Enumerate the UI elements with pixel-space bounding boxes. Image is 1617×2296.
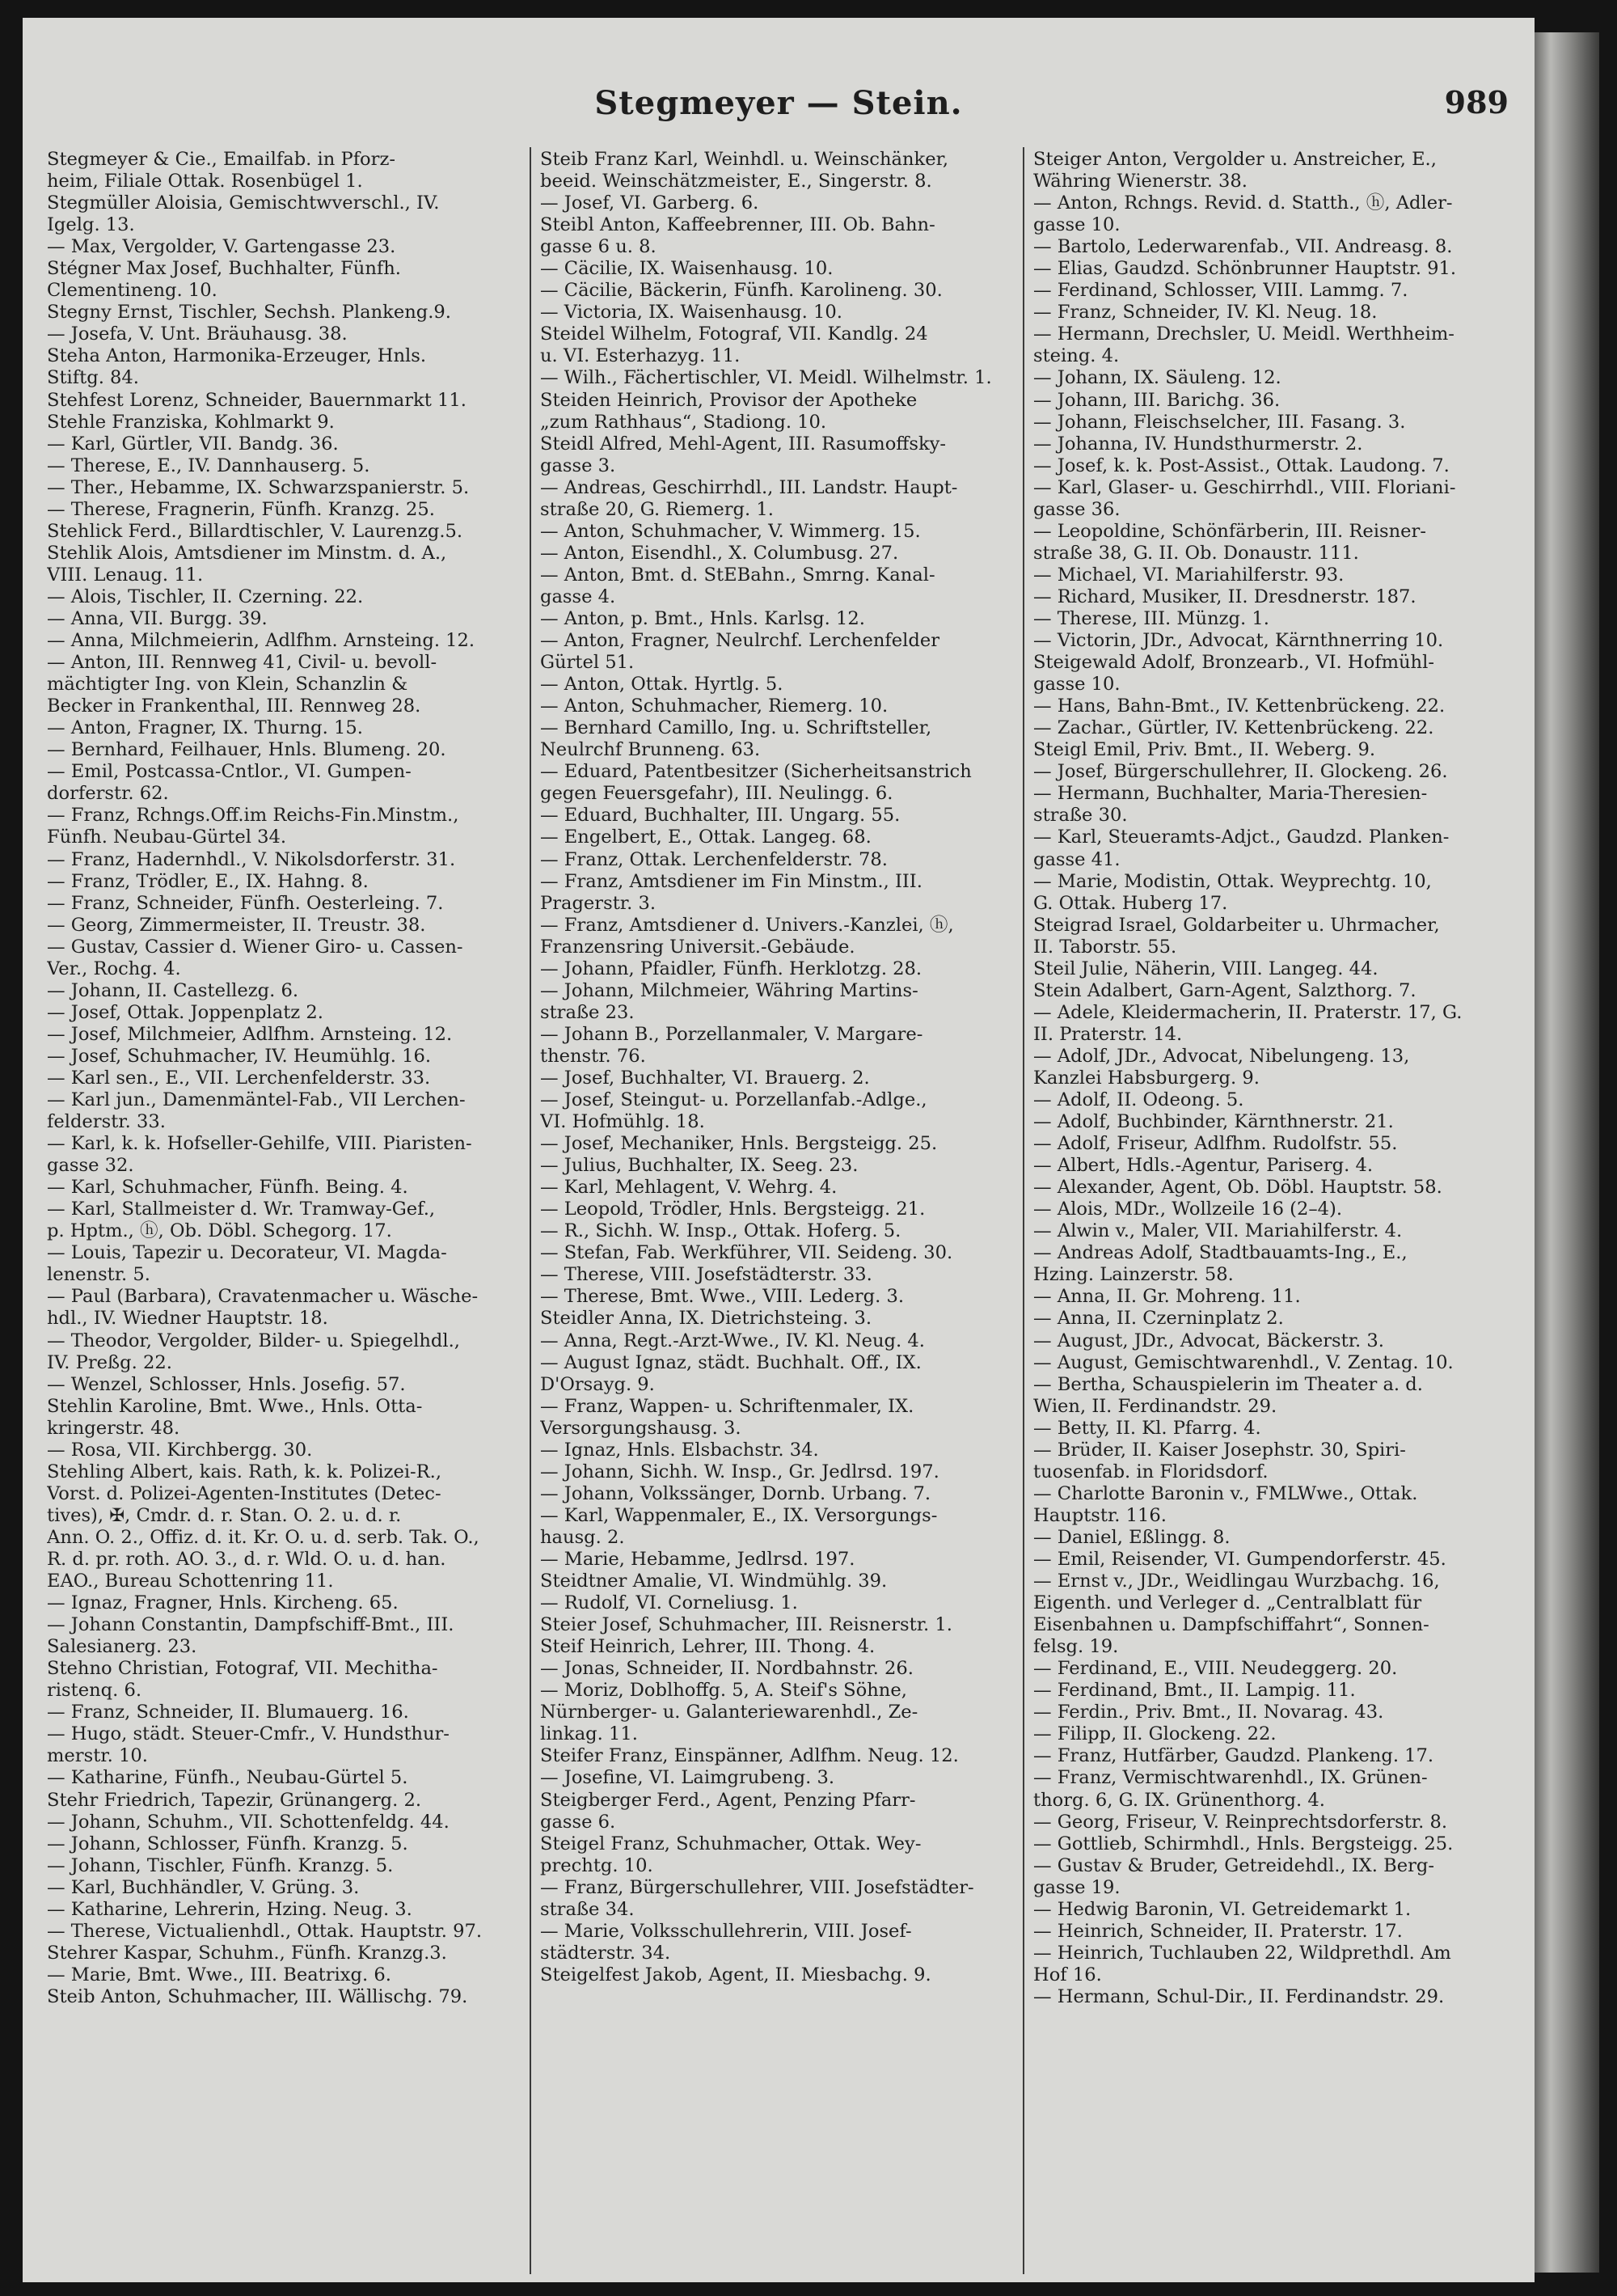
directory-line: — Karl, Glaser- u. Geschirrhdl., VIII. Floriani- — [1033, 476, 1456, 498]
directory-line: — Anna, Milchmeierin, Adlfhm. Arnsteing. 12. — [47, 630, 475, 652]
directory-line: Vorst. d. Polizei-Agenten-Institutes (Detec- — [47, 1482, 441, 1504]
directory-line: gasse 10. — [1033, 674, 1121, 696]
directory-line: Stehlick Ferd., Billardtischler, V. Laurenzg.5. — [47, 520, 463, 542]
directory-line: Stegmeyer & Cie., Emailfab. in Pforz- — [47, 149, 395, 170]
directory-line: — Therese, Victualienhdl., Ottak. Hauptstr. 97. — [47, 1920, 483, 1942]
directory-line: gasse 6 u. 8. — [540, 236, 657, 258]
directory-line: Steidtner Amalie, VI. Windmühlg. 39. — [540, 1571, 888, 1592]
directory-line: — Josef, Buchhalter, VI. Brauerg. 2. — [540, 1067, 870, 1089]
directory-line: — Anton, Rchngs. Revid. d. Statth., ⓗ, Adler- — [1033, 192, 1453, 214]
directory-line: — August Ignaz, städt. Buchhalt. Off., IX. — [540, 1351, 922, 1373]
directory-line: — Adolf, II. Odeong. 5. — [1033, 1089, 1244, 1111]
directory-line: Stehr Friedrich, Tapezir, Grünangerg. 2. — [47, 1789, 422, 1811]
directory-line: — Hugo, städt. Steuer-Cmfr., V. Hundsthur- — [47, 1723, 450, 1745]
directory-line: merstr. 10. — [47, 1745, 148, 1767]
directory-line: — Alexander, Agent, Ob. Döbl. Hauptstr. 58. — [1033, 1177, 1442, 1199]
directory-line: — Josef, VI. Garberg. 6. — [540, 192, 759, 214]
directory-line: hdl., IV. Wiedner Hauptstr. 18. — [47, 1308, 328, 1330]
directory-line: — Alois, Tischler, II. Czerning. 22. — [47, 586, 364, 607]
directory-line: — Adolf, Friseur, Adlfhm. Rudolfstr. 55. — [1033, 1133, 1398, 1155]
directory-line: — Rudolf, VI. Corneliusg. 1. — [540, 1592, 798, 1614]
directory-line: IV. Preßg. 22. — [47, 1351, 172, 1373]
directory-line: — Anna, VII. Burgg. 39. — [47, 607, 268, 629]
directory-line: — Anton, Bmt. d. StEBahn., Smrng. Kanal- — [540, 564, 935, 586]
directory-line: p. Hptm., ⓗ, Ob. Döbl. Schegorg. 17. — [47, 1220, 392, 1242]
directory-line: Stehlik Alois, Amtsdiener im Minstm. d. A., — [47, 542, 447, 564]
directory-line: — Ignaz, Hnls. Elsbachstr. 34. — [540, 1439, 819, 1461]
directory-line: thorg. 6, G. IX. Grünenthorg. 4. — [1033, 1789, 1325, 1811]
directory-line: Steiger Anton, Vergolder u. Anstreicher, E., — [1033, 149, 1437, 170]
directory-line: Steigel Franz, Schuhmacher, Ottak. Wey- — [540, 1833, 922, 1854]
directory-line: — Marie, Modistin, Ottak. Weyprechtg. 10, — [1033, 870, 1432, 892]
directory-line: — Anton, III. Rennweg 41, Civil- u. bevoll- — [47, 652, 437, 674]
directory-line: — August, JDr., Advocat, Bäckerstr. 3. — [1033, 1330, 1384, 1351]
directory-line: — Franz, Amtsdiener im Fin Minstm., III. — [540, 870, 922, 892]
directory-line: — Josef, Bürgerschullehrer, II. Glockeng. 26. — [1033, 761, 1448, 783]
directory-line: — Theodor, Vergolder, Bilder- u. Spiegelhdl., — [47, 1330, 460, 1351]
directory-line: Franzensring Universit.-Gebäude. — [540, 936, 855, 958]
directory-line: dorferstr. 62. — [47, 783, 169, 805]
directory-line: — Michael, VI. Mariahilferstr. 93. — [1033, 564, 1345, 586]
directory-line: — Anton, p. Bmt., Hnls. Karlsg. 12. — [540, 607, 865, 629]
directory-line: heim, Filiale Ottak. Rosenbügel 1. — [47, 171, 363, 192]
directory-line: — Anna, II. Gr. Mohreng. 11. — [1033, 1286, 1301, 1308]
directory-line: — Heinrich, Tuchlauben 22, Wildprethdl. Am — [1033, 1942, 1451, 1964]
directory-line: — Karl, Wappenmaler, E., IX. Versorgungs- — [540, 1504, 938, 1526]
directory-line: — August, Gemischtwarenhdl., V. Zentag. 10. — [1033, 1351, 1454, 1373]
directory-line: — Josef, Steingut- u. Porzellanfab.-Adlge., — [540, 1089, 927, 1111]
directory-line: thenstr. 76. — [540, 1045, 646, 1067]
directory-line: Steigelfest Jakob, Agent, II. Miesbachg. 9. — [540, 1964, 931, 1985]
directory-line: — Elias, Gaudzd. Schönbrunner Hauptstr. 91. — [1033, 258, 1457, 280]
directory-line: Stehlin Karoline, Bmt. Wwe., Hnls. Otta- — [47, 1395, 423, 1417]
directory-line: Stehfest Lorenz, Schneider, Bauernmarkt 11. — [47, 389, 467, 411]
directory-line: — Josefa, V. Unt. Bräuhausg. 38. — [47, 323, 348, 345]
directory-line: — Anna, Regt.-Arzt-Wwe., IV. Kl. Neug. 4. — [540, 1330, 925, 1351]
directory-line: — Karl, Stallmeister d. Wr. Tramway-Gef., — [47, 1199, 436, 1220]
directory-line: Neulrchf Brunneng. 63. — [540, 739, 761, 761]
directory-line: — Marie, Volksschullehrerin, VIII. Josef- — [540, 1920, 912, 1942]
directory-line: — Johann, Pfaidler, Fünfh. Herklotzg. 28. — [540, 958, 922, 979]
directory-line: Stehle Franziska, Kohlmarkt 9. — [47, 411, 335, 433]
directory-line: — Bartolo, Lederwarenfab., VII. Andreasg. 8. — [1033, 236, 1453, 258]
directory-line: gasse 3. — [540, 455, 616, 476]
directory-line: städterstr. 34. — [540, 1942, 671, 1964]
directory-line: — Josef, k. k. Post-Assist., Ottak. Laudong. 7. — [1033, 455, 1450, 476]
directory-line: — Moriz, Doblhoffg. 5, A. Steif's Söhne, — [540, 1680, 907, 1702]
directory-line: straße 20, G. Riemerg. 1. — [540, 498, 774, 520]
directory-line: gasse 19. — [1033, 1876, 1121, 1898]
directory-line: Gürtel 51. — [540, 652, 635, 674]
directory-line: — Karl, k. k. Hofseller-Gehilfe, VIII. Piaristen- — [47, 1133, 472, 1155]
directory-line: — Karl, Mehlagent, V. Wehrg. 4. — [540, 1177, 838, 1199]
directory-line: — Josef, Ottak. Joppenplatz 2. — [47, 1001, 323, 1023]
directory-line: — Heinrich, Schneider, II. Praterstr. 17. — [1033, 1920, 1403, 1942]
directory-line: Steigl Emil, Priv. Bmt., II. Weberg. 9. — [1033, 739, 1376, 761]
directory-line: Wien, II. Ferdinandstr. 29. — [1033, 1395, 1277, 1417]
directory-line: — Franz, Trödler, E., IX. Hahng. 8. — [47, 870, 369, 892]
directory-line: gasse 10. — [1033, 214, 1121, 236]
directory-line: — Rosa, VII. Kirchbergg. 30. — [47, 1439, 313, 1461]
directory-line: — Bernhard, Feilhauer, Hnls. Blumeng. 20. — [47, 739, 446, 761]
directory-line: felsg. 19. — [1033, 1636, 1119, 1658]
directory-line: — Zachar., Gürtler, IV. Kettenbrückeng. 22. — [1033, 717, 1434, 739]
directory-line: — Franz, Bürgerschullehrer, VIII. Josefstädter- — [540, 1876, 974, 1898]
directory-line: — Franz, Schneider, II. Blumauerg. 16. — [47, 1702, 409, 1723]
directory-line: — Anton, Fragner, Neulrchf. Lerchenfelder — [540, 630, 939, 652]
directory-line: — Marie, Bmt. Wwe., III. Beatrixg. 6. — [47, 1964, 391, 1985]
directory-line: Ann. O. 2., Offiz. d. it. Kr. O. u. d. serb. Tak. O., — [47, 1526, 479, 1548]
directory-line: Stégner Max Josef, Buchhalter, Fünfh. — [47, 258, 401, 280]
directory-line: — Franz, Ottak. Lerchenfelderstr. 78. — [540, 848, 888, 870]
directory-line: — Engelbert, E., Ottak. Langeg. 68. — [540, 827, 872, 848]
directory-line: straße 38, G. II. Ob. Donaustr. 111. — [1033, 542, 1359, 564]
directory-line: gegen Feuersgefahr), III. Neulingg. 6. — [540, 783, 893, 805]
directory-line: — Georg, Friseur, V. Reinprechtsdorferstr. 8. — [1033, 1811, 1448, 1833]
directory-line: — Hedwig Baronin, VI. Getreidemarkt 1. — [1033, 1898, 1412, 1920]
directory-line: VI. Hofmühlg. 18. — [540, 1111, 705, 1133]
directory-line: Stein Adalbert, Garn-Agent, Salzthorg. 7. — [1033, 979, 1416, 1001]
directory-line: gasse 41. — [1033, 848, 1121, 870]
directory-line: straße 23. — [540, 1001, 635, 1023]
directory-line: — Ferdinand, Bmt., II. Lampig. 11. — [1033, 1680, 1356, 1702]
directory-line: — Charlotte Baronin v., FMLWwe., Ottak. — [1033, 1482, 1418, 1504]
directory-line: Ver., Rochg. 4. — [47, 958, 181, 979]
directory-line: — Franz, Hutfärber, Gaudzd. Plankeng. 17. — [1033, 1745, 1434, 1767]
directory-line: — Filipp, II. Glockeng. 22. — [1033, 1723, 1277, 1745]
directory-line: Fünfh. Neubau-Gürtel 34. — [47, 827, 287, 848]
directory-line: — Johann B., Porzellanmaler, V. Margare- — [540, 1023, 923, 1045]
directory-line: G. Ottak. Huberg 17. — [1033, 892, 1228, 914]
directory-line: Nürnberger- u. Galanteriewarenhdl., Ze- — [540, 1702, 918, 1723]
directory-line: — Victoria, IX. Waisenhausg. 10. — [540, 302, 842, 323]
directory-line: — Karl, Schuhmacher, Fünfh. Being. 4. — [47, 1177, 408, 1199]
directory-line: — Gottlieb, Schirmhdl., Hnls. Bergsteigg. 25. — [1033, 1833, 1454, 1854]
directory-line: gasse 32. — [47, 1155, 134, 1177]
directory-line: — Johann, Schuhm., VII. Schottenfeldg. 44. — [47, 1811, 450, 1833]
directory-line: lenenstr. 5. — [47, 1264, 150, 1286]
directory-line: — Hermann, Schul-Dir., II. Ferdinandstr. 29. — [1033, 1985, 1445, 2007]
directory-line: Steidler Anna, IX. Dietrichsteing. 3. — [540, 1308, 872, 1330]
directory-line: Steib Anton, Schuhmacher, III. Wällischg. 79. — [47, 1985, 468, 2007]
directory-line: — Albert, Hdls.-Agentur, Pariserg. 4. — [1033, 1155, 1374, 1177]
directory-line: — Therese, Fragnerin, Fünfh. Kranzg. 25. — [47, 498, 435, 520]
directory-line: Steigrad Israel, Goldarbeiter u. Uhrmacher, — [1033, 914, 1440, 936]
directory-line: Hauptstr. 116. — [1033, 1504, 1167, 1526]
directory-line: Hof 16. — [1033, 1964, 1102, 1985]
directory-line: Eisenbahnen u. Dampfschiffahrt“, Sonnen- — [1033, 1614, 1429, 1636]
directory-line: Versorgungshausg. 3. — [540, 1417, 741, 1439]
directory-line: straße 34. — [540, 1898, 635, 1920]
directory-line: R. d. pr. roth. AO. 3., d. r. Wld. O. u. d. han. — [47, 1549, 446, 1570]
directory-line: — Eduard, Patentbesitzer (Sicherheitsanstrich — [540, 761, 972, 783]
directory-line: — Johann, IX. Säuleng. 12. — [1033, 367, 1281, 389]
directory-line: — Josef, Milchmeier, Adlfhm. Arnsteing. 12. — [47, 1023, 453, 1045]
directory-line: prechtg. 10. — [540, 1854, 653, 1876]
directory-line: — Josefine, VI. Laimgrubeng. 3. — [540, 1767, 835, 1789]
directory-line: — Paul (Barbara), Cravatenmacher u. Wäsche- — [47, 1286, 479, 1308]
directory-line: — Wilh., Fächertischler, VI. Meidl. Wilhelmstr. 1. — [540, 367, 992, 389]
directory-line: — Johann, Schlosser, Fünfh. Kranzg. 5. — [47, 1833, 408, 1854]
directory-line: EAO., Bureau Schottenring 11. — [47, 1571, 334, 1592]
directory-line: Stehrer Kaspar, Schuhm., Fünfh. Kranzg.3. — [47, 1942, 447, 1964]
directory-line: — Karl, Buchhändler, V. Grüng. 3. — [47, 1876, 360, 1898]
directory-line: — Karl sen., E., VII. Lerchenfelderstr. 33. — [47, 1067, 431, 1089]
directory-line: — Johann, Milchmeier, Währing Martins- — [540, 979, 918, 1001]
directory-line: — Anton, Schuhmacher, V. Wimmerg. 15. — [540, 520, 921, 542]
directory-line: u. VI. Esterhazyg. 11. — [540, 345, 741, 367]
directory-line: — Johann, Volkssänger, Dornb. Urbang. 7. — [540, 1482, 931, 1504]
directory-line: Eigenth. und Verleger d. „Centralblatt für — [1033, 1592, 1422, 1614]
directory-line: — Andreas, Geschirrhdl., III. Landstr. Haupt- — [540, 476, 958, 498]
directory-line: — Anton, Schuhmacher, Riemerg. 10. — [540, 696, 889, 717]
directory-line: hausg. 2. — [540, 1526, 625, 1548]
directory-line: — Therese, VIII. Josefstädterstr. 33. — [540, 1264, 872, 1286]
directory-line: — Hermann, Drechsler, U. Meidl. Werthheim- — [1033, 323, 1454, 345]
directory-line: Steil Julie, Näherin, VIII. Langeg. 44. — [1033, 958, 1378, 979]
directory-page — [23, 18, 1535, 2282]
directory-line: — R., Sichh. W. Insp., Ottak. Hoferg. 5. — [540, 1220, 901, 1242]
directory-line: — Leopoldine, Schönfärberin, III. Reisner- — [1033, 520, 1426, 542]
directory-line: VIII. Lenaug. 11. — [47, 564, 204, 586]
directory-line: Stiftg. 84. — [47, 367, 139, 389]
directory-line: felderstr. 33. — [47, 1111, 166, 1133]
directory-line: kringerstr. 48. — [47, 1417, 180, 1439]
directory-line: Steier Josef, Schuhmacher, III. Reisnerstr. 1. — [540, 1614, 952, 1636]
directory-line: mächtigter Ing. von Klein, Schanzlin & — [47, 674, 408, 696]
directory-line: — Bertha, Schauspielerin im Theater a. d. — [1033, 1373, 1423, 1395]
directory-line: — Karl, Steueramts-Adjct., Gaudzd. Planken- — [1033, 827, 1450, 848]
directory-line: Clementineng. 10. — [47, 280, 217, 302]
directory-line: — Andreas Adolf, Stadtbauamts-Ing., E., — [1033, 1242, 1408, 1264]
directory-line: — Adolf, JDr., Advocat, Nibelungeng. 13, — [1033, 1045, 1410, 1067]
directory-line: — Johann, Fleischselcher, III. Fasang. 3. — [1033, 411, 1406, 433]
directory-line: gasse 4. — [540, 586, 616, 607]
directory-line: — Johanna, IV. Hundsthurmerstr. 2. — [1033, 433, 1363, 455]
directory-line: — Alois, MDr., Wollzeile 16 (2–4). — [1033, 1199, 1343, 1220]
directory-line: — Alwin v., Maler, VII. Mariahilferstr. 4. — [1033, 1220, 1403, 1242]
directory-line: Steif Heinrich, Lehrer, III. Thong. 4. — [540, 1636, 876, 1658]
directory-line: — Bernhard Camillo, Ing. u. Schriftsteller, — [540, 717, 932, 739]
directory-line: „zum Rathhaus“, Stadiong. 10. — [540, 411, 827, 433]
directory-line: linkag. 11. — [540, 1723, 638, 1745]
directory-line: — Cäcilie, Bäckerin, Fünfh. Karolineng. 30. — [540, 280, 943, 302]
directory-line: — Ernst v., JDr., Weidlingau Wurzbachg. 16, — [1033, 1571, 1440, 1592]
directory-line: — Ferdin., Priv. Bmt., II. Novarag. 43. — [1033, 1702, 1384, 1723]
directory-line: — Franz, Wappen- u. Schriftenmaler, IX. — [540, 1395, 914, 1417]
directory-line: — Adele, Kleidermacherin, II. Praterstr. 17, G. — [1033, 1001, 1463, 1023]
directory-line: — Ferdinand, Schlosser, VIII. Lammg. 7. — [1033, 280, 1408, 302]
directory-column-1 — [47, 149, 524, 2008]
directory-line: — Victorin, JDr., Advocat, Kärnthnerring 10. — [1033, 630, 1444, 652]
directory-line: — Georg, Zimmermeister, II. Treustr. 38. — [47, 914, 426, 936]
page-title: Stegmeyer — Stein. — [594, 84, 963, 122]
directory-line: — Franz, Vermischtwarenhdl., IX. Grünen- — [1033, 1767, 1428, 1789]
directory-line: Hzing. Lainzerstr. 58. — [1033, 1264, 1234, 1286]
page-number: 989 — [1444, 84, 1509, 121]
directory-line: — Stefan, Fab. Werkführer, VII. Seideng. 30. — [540, 1242, 953, 1264]
directory-column-2 — [540, 149, 1017, 1986]
directory-line: — Emil, Reisender, VI. Gumpendorferstr. 45. — [1033, 1549, 1446, 1570]
directory-line: — Daniel, Eßlingg. 8. — [1033, 1526, 1231, 1548]
column-divider — [530, 147, 531, 2274]
directory-line: — Katharine, Fünfh., Neubau-Gürtel 5. — [47, 1767, 408, 1789]
directory-line: — Gustav & Bruder, Getreidehdl., IX. Berg- — [1033, 1854, 1434, 1876]
directory-line: — Johann, III. Barichg. 36. — [1033, 389, 1281, 411]
directory-line: — Franz, Rchngs.Off.im Reichs-Fin.Minstm., — [47, 805, 459, 827]
directory-line: — Marie, Hebamme, Jedlrsd. 197. — [540, 1549, 855, 1570]
directory-line: — Emil, Postcassa-Cntlor., VI. Gumpen- — [47, 761, 412, 783]
directory-line: — Franz, Hadernhdl., V. Nikolsdorferstr. 31. — [47, 848, 456, 870]
directory-line: — Cäcilie, IX. Waisenhausg. 10. — [540, 258, 834, 280]
directory-line: Steibl Anton, Kaffeebrenner, III. Ob. Bahn- — [540, 214, 935, 236]
directory-line: Steiden Heinrich, Provisor der Apotheke — [540, 389, 918, 411]
directory-line: — Gustav, Cassier d. Wiener Giro- u. Cassen- — [47, 936, 463, 958]
directory-line: tives), ✠, Cmdr. d. r. Stan. O. 2. u. d. r. — [47, 1504, 402, 1526]
directory-line: — Johann, Sichh. W. Insp., Gr. Jedlrsd. 197. — [540, 1461, 939, 1482]
directory-line: — Josef, Schuhmacher, IV. Heumühlg. 16. — [47, 1045, 432, 1067]
directory-line: — Karl jun., Damenmäntel-Fab., VII Lerchen- — [47, 1089, 466, 1111]
directory-line: — Franz, Schneider, IV. Kl. Neug. 18. — [1033, 302, 1378, 323]
directory-line: gasse 36. — [1033, 498, 1121, 520]
directory-line: — Franz, Schneider, Fünfh. Oesterleing. 7. — [47, 892, 444, 914]
directory-line: Stegny Ernst, Tischler, Sechsh. Plankeng.9. — [47, 302, 451, 323]
directory-line: — Therese, E., IV. Dannhauserg. 5. — [47, 455, 370, 476]
directory-line: — Eduard, Buchhalter, III. Ungarg. 55. — [540, 805, 901, 827]
directory-line: — Therese, Bmt. Wwe., VIII. Lederg. 3. — [540, 1286, 905, 1308]
directory-line: Becker in Frankenthal, III. Rennweg 28. — [47, 696, 421, 717]
directory-line: — Anna, II. Czerninplatz 2. — [1033, 1308, 1284, 1330]
directory-line: gasse 6. — [540, 1811, 616, 1833]
directory-line: Salesianerg. 23. — [47, 1636, 197, 1658]
directory-line: Steha Anton, Harmonika-Erzeuger, Hnls. — [47, 345, 427, 367]
directory-line: ristenq. 6. — [47, 1680, 142, 1702]
directory-line: — Ignaz, Fragner, Hnls. Kircheng. 65. — [47, 1592, 399, 1614]
directory-line: — Karl, Gürtler, VII. Bandg. 36. — [47, 433, 339, 455]
directory-column-3 — [1033, 149, 1518, 2008]
directory-line: — Anton, Eisendhl., X. Columbusg. 27. — [540, 542, 899, 564]
directory-line: Stegmüller Aloisia, Gemischtwverschl., IV. — [47, 192, 440, 214]
directory-line: Steigewald Adolf, Bronzearb., VI. Hofmühl- — [1033, 652, 1434, 674]
directory-line: — Anton, Ottak. Hyrtlg. 5. — [540, 674, 783, 696]
directory-line: Steigberger Ferd., Agent, Penzing Pfarr- — [540, 1789, 916, 1811]
directory-line: — Julius, Buchhalter, IX. Seeg. 23. — [540, 1155, 859, 1177]
directory-line: Stehling Albert, kais. Rath, k. k. Polizei-R., — [47, 1461, 442, 1482]
directory-line: D'Orsayg. 9. — [540, 1373, 655, 1395]
directory-line: Igelg. 13. — [47, 214, 135, 236]
directory-line: — Wenzel, Schlosser, Hnls. Josefig. 57. — [47, 1373, 406, 1395]
directory-line: Steib Franz Karl, Weinhdl. u. Weinschänker, — [540, 149, 949, 170]
page-edge — [1535, 32, 1599, 2273]
directory-line: Steidel Wilhelm, Fotograf, VII. Kandlg. 24 — [540, 323, 928, 345]
directory-line: Pragerstr. 3. — [540, 892, 657, 914]
directory-line: — Louis, Tapezir u. Decorateur, VI. Magda- — [47, 1242, 447, 1264]
directory-line: Stehno Christian, Fotograf, VII. Mechitha- — [47, 1658, 438, 1680]
directory-line: — Ferdinand, E., VIII. Neudeggerg. 20. — [1033, 1658, 1398, 1680]
directory-line: Kanzlei Habsburgerg. 9. — [1033, 1067, 1260, 1089]
directory-line: — Ther., Hebamme, IX. Schwarzspanierstr. 5. — [47, 476, 470, 498]
directory-line: — Richard, Musiker, II. Dresdnerstr. 187. — [1033, 586, 1416, 607]
directory-line: tuosenfab. in Floridsdorf. — [1033, 1461, 1269, 1482]
directory-line: II. Praterstr. 14. — [1033, 1023, 1183, 1045]
directory-line: — Katharine, Lehrerin, Hzing. Neug. 3. — [47, 1898, 412, 1920]
directory-line: — Leopold, Trödler, Hnls. Bergsteigg. 21. — [540, 1199, 926, 1220]
directory-line: Steidl Alfred, Mehl-Agent, III. Rasumoffsky- — [540, 433, 947, 455]
directory-line: — Johann, Tischler, Fünfh. Kranzg. 5. — [47, 1854, 394, 1876]
directory-line: — Josef, Mechaniker, Hnls. Bergsteigg. 25. — [540, 1133, 938, 1155]
column-divider — [1023, 147, 1024, 2274]
directory-line: — Max, Vergolder, V. Gartengasse 23. — [47, 236, 396, 258]
directory-line: — Therese, III. Münzg. 1. — [1033, 607, 1269, 629]
directory-line: — Jonas, Schneider, II. Nordbahnstr. 26. — [540, 1658, 914, 1680]
directory-line: beeid. Weinschätzmeister, E., Singerstr. 8. — [540, 171, 932, 192]
page-header — [23, 84, 1535, 141]
directory-line: Währing Wienerstr. 38. — [1033, 171, 1248, 192]
directory-line: Steifer Franz, Einspänner, Adlfhm. Neug. 12. — [540, 1745, 959, 1767]
directory-line: — Hermann, Buchhalter, Maria-Theresien- — [1033, 783, 1428, 805]
directory-line: straße 30. — [1033, 805, 1128, 827]
directory-line: — Betty, II. Kl. Pfarrg. 4. — [1033, 1417, 1261, 1439]
directory-line: — Brüder, II. Kaiser Josephstr. 30, Spiri- — [1033, 1439, 1406, 1461]
directory-line: steing. 4. — [1033, 345, 1120, 367]
directory-line: — Johann Constantin, Dampfschiff-Bmt., III. — [47, 1614, 454, 1636]
directory-line: — Franz, Amtsdiener d. Univers.-Kanzlei, ⓗ, — [540, 914, 954, 936]
directory-line: — Anton, Fragner, IX. Thurng. 15. — [47, 717, 363, 739]
directory-line: — Hans, Bahn-Bmt., IV. Kettenbrückeng. 22. — [1033, 696, 1446, 717]
directory-line: — Adolf, Buchbinder, Kärnthnerstr. 21. — [1033, 1111, 1394, 1133]
directory-line: II. Taborstr. 55. — [1033, 936, 1177, 958]
directory-line: — Johann, II. Castellezg. 6. — [47, 979, 299, 1001]
